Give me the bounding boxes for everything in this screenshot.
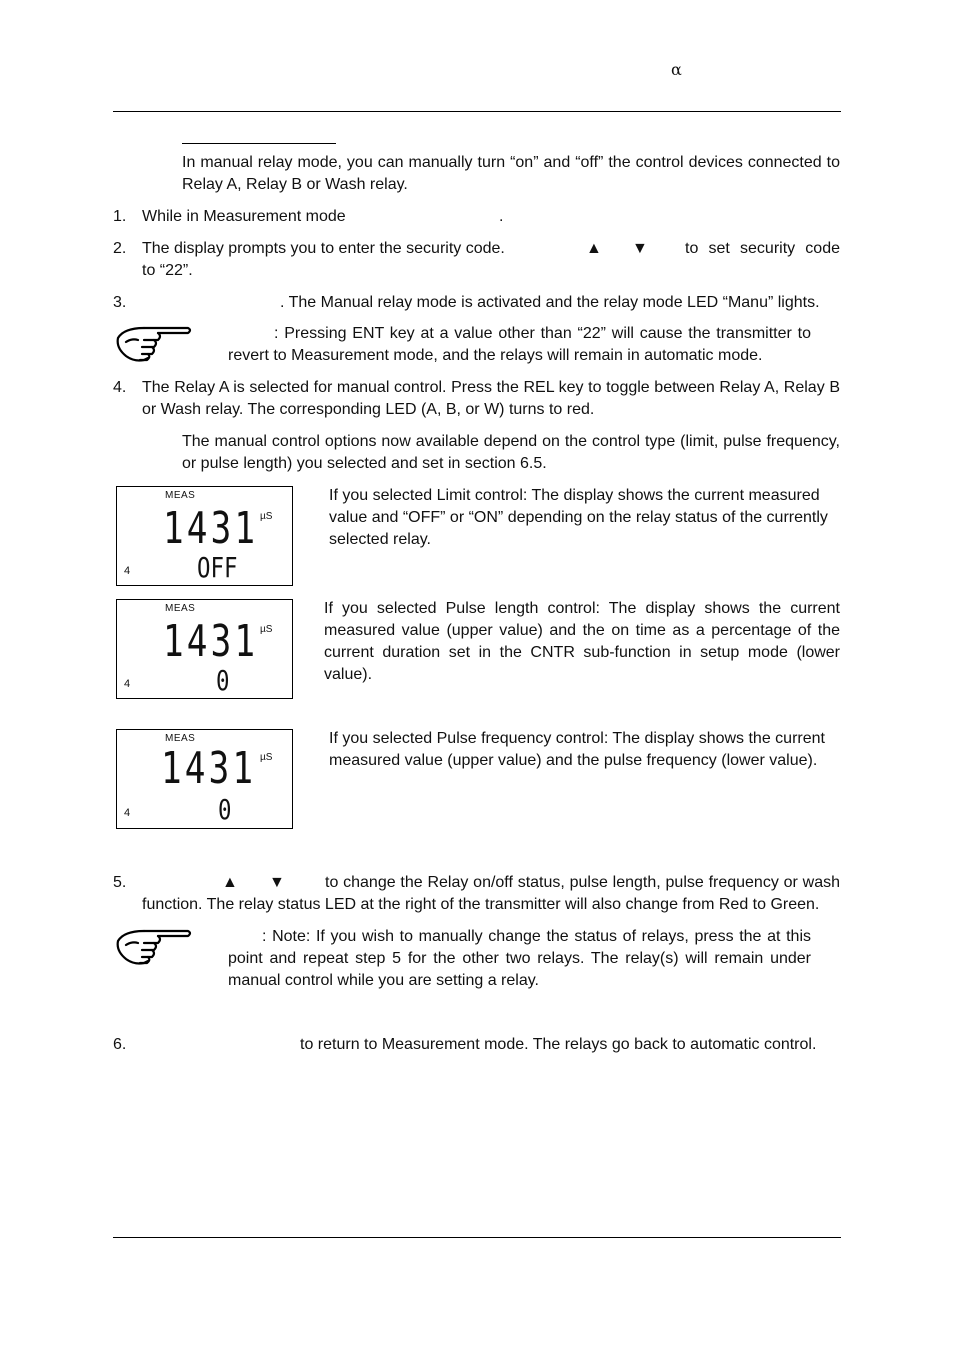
lower-value: 0 [218, 793, 232, 826]
step-1-tail: . [499, 208, 504, 225]
meas-indicator: MEAS [165, 733, 196, 744]
channel-indicator: 4 [124, 678, 131, 690]
display-1-description: If you selected Limit control: The display shows the current measured value and “OFF” or “ON” depending on the relay status of the currently selected relay. [329, 487, 828, 548]
step-2-text: The display prompts you to enter the security code. [142, 240, 505, 257]
step-6-number: 6. [113, 1036, 127, 1053]
unit-label: µS [260, 511, 273, 522]
pointing-hand-icon [114, 322, 194, 364]
lcd-display-pulse-length [116, 599, 293, 699]
display-3-description: If you selected Pulse frequency control: The display shows the current measured value (upper value) and the pulse frequency (lower value). [329, 730, 825, 769]
footer-rule [113, 1237, 841, 1238]
down-arrow-icon: ▼ [632, 240, 648, 257]
display-2-description: If you selected Pulse length control: The display shows the current measured value (upper value) and the on time as a percentage of the current duration set in the CNTR sub-function in setup mode (lower value). [324, 600, 840, 683]
pointing-hand-icon [114, 925, 194, 967]
channel-indicator: 4 [124, 807, 131, 819]
unit-label: µS [260, 624, 273, 635]
measured-value: 1431 [161, 743, 257, 794]
step-4-text: The Relay A is selected for manual control. Press the REL key to toggle between Relay A, Relay B or Wash relay. The corresponding LED (A, B, or W) turns to red. [142, 379, 840, 418]
header-rule [113, 111, 841, 112]
step-6-text: to return to Measurement mode. The relays go back to automatic control. [300, 1036, 817, 1053]
measured-value: 1431 [163, 616, 259, 667]
channel-indicator: 4 [124, 565, 131, 577]
step-4-number: 4. [113, 379, 127, 396]
up-arrow-icon: ▲ [222, 874, 238, 891]
step-2-tail: to set security code to “22”. [142, 240, 840, 279]
step-3-text: . The Manual relay mode is activated and the relay mode LED “Manu” lights. [280, 294, 820, 311]
step-2-number: 2. [113, 240, 127, 257]
step-3-number: 3. [113, 294, 127, 311]
lower-value: OFF [197, 551, 238, 584]
step-5-number: 5. [113, 874, 127, 891]
step-1-number: 1. [113, 208, 127, 225]
up-arrow-icon: ▲ [586, 240, 602, 257]
measured-value: 1431 [163, 503, 259, 554]
down-arrow-icon: ▼ [269, 874, 285, 891]
meas-indicator: MEAS [165, 490, 196, 501]
meas-indicator: MEAS [165, 603, 196, 614]
lower-value: 0 [216, 664, 230, 697]
unit-label: µS [260, 752, 273, 763]
lcd-display-limit [116, 486, 293, 586]
lcd-display-pulse-frequency [116, 729, 293, 829]
intro-paragraph: In manual relay mode, you can manually turn “on” and “off” the control devices connected to Relay A, Relay B or Wash relay. [182, 154, 840, 193]
note-2-text: : Note: If you wish to manually change the status of relays, press the at this point and repeat step 5 for the other two relays. The relay(s) will remain under manual control while you are setting a relay. [228, 928, 811, 989]
alpha-symbol: α [671, 60, 682, 79]
step-5-text: to change the Relay on/off status, pulse length, pulse frequency or wash function. The relay status LED at the right of the transmitter will also change from Red to Green. [142, 874, 840, 913]
note-1-text: : Pressing ENT key at a value other than “22” will cause the transmitter to revert to Measurement mode, and the relays will remain in automatic mode. [228, 325, 811, 364]
section-title-underline [182, 143, 336, 144]
step-4-detail: The manual control options now available depend on the control type (limit, pulse frequency, or pulse length) you selected and set in section 6.5. [182, 433, 840, 472]
step-1-text: While in Measurement mode [142, 208, 346, 225]
